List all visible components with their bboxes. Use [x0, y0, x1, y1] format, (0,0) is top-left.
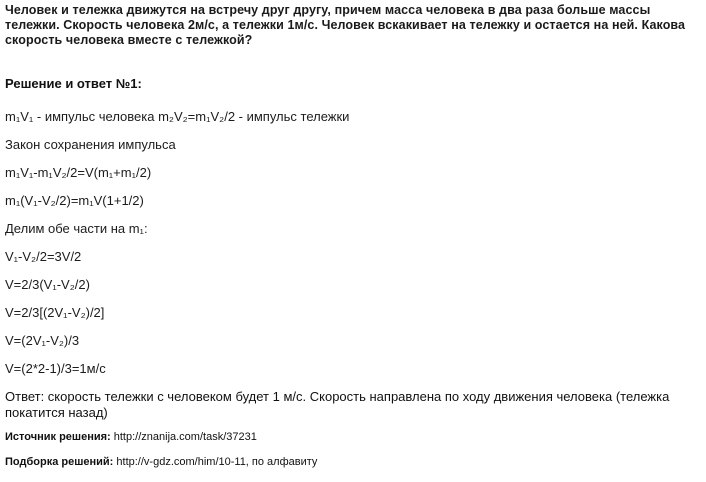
solution-line-9: V=(2V₁-V₂)/3	[5, 333, 80, 348]
solution-heading: Решение и ответ №1:	[5, 76, 142, 91]
solution-line-1: m₁V₁ - импульс человека m₂V₂=m₁V₂/2 - импульс тележки	[5, 109, 350, 124]
collection-link[interactable]: http://v-gdz.com/him/10-11, по алфавиту	[116, 456, 318, 468]
solution-line-5: Делим обе части на m₁:	[5, 221, 148, 236]
solution-line-4: m₁(V₁-V₂/2)=m₁V(1+1/2)	[5, 193, 144, 208]
solution-line-7: V=2/3(V₁-V₂/2)	[5, 277, 90, 292]
collection-line	[5, 455, 317, 469]
source-line	[5, 430, 257, 444]
solution-line-10: V=(2*2-1)/3=1м/с	[5, 361, 106, 376]
solution-line-8: V=2/3[(2V₁-V₂)/2]	[5, 305, 105, 320]
problem-statement: Человек и тележка движутся на встречу друг другу, причем масса человека в два раза больше массы тележки. Скорость человека 2м/с, а тележки 1м/с. Человек вскакивает на тележку и остается на ней. Какова скорость человека вместе с тележкой?	[5, 3, 686, 47]
source-label: Источник решения:	[5, 431, 111, 443]
solution-answer: Ответ: скорость тележки с человеком будет 1 м/с. Скорость направлена по ходу движения человека (тележка покатится назад)	[5, 389, 670, 420]
solution-line-6: V₁-V₂/2=3V/2	[5, 249, 82, 264]
source-link[interactable]: http://znanija.com/task/37231	[113, 431, 257, 443]
solution-line-2: Закон сохранения импульса	[5, 137, 176, 152]
solution-line-3: m₁V₁-m₁V₂/2=V(m₁+m₁/2)	[5, 165, 152, 180]
collection-label: Подборка решений:	[5, 456, 114, 468]
